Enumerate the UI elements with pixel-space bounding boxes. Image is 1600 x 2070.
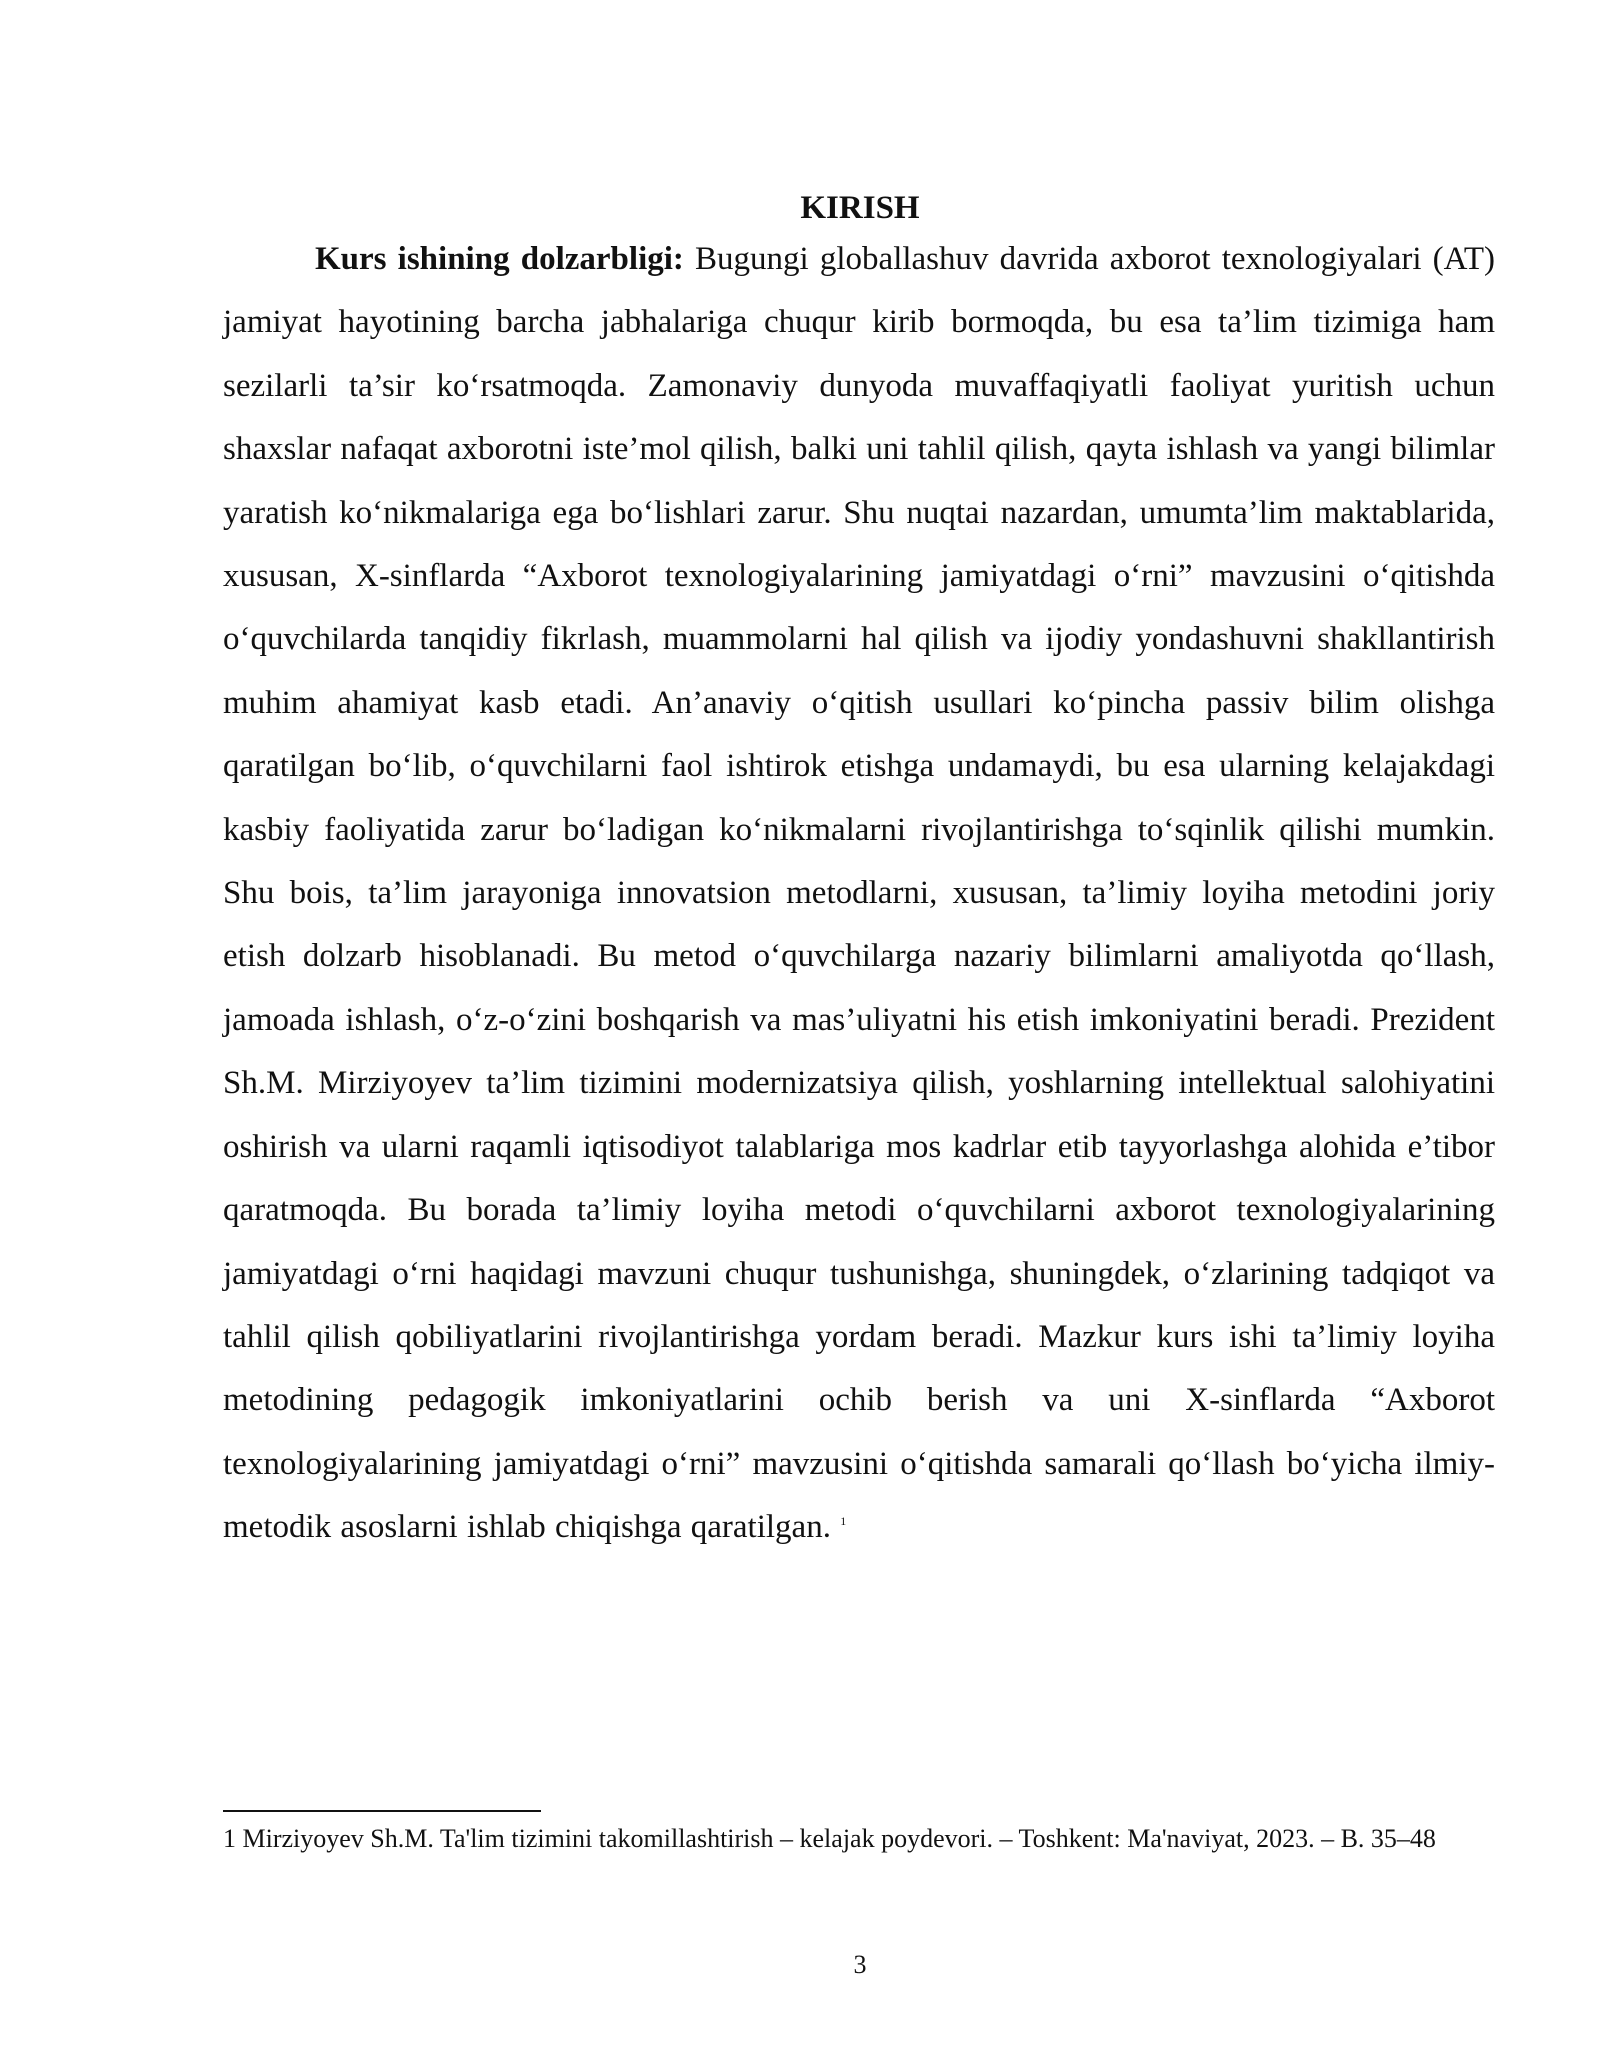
page-heading: KIRISH [800,190,920,226]
paragraph-text: Bugungi globallashuv davrida axborot texnologiyalari (AT) jamiyat hayotining barcha jabhalariga chuqur kirib bormoqda, bu esa ta’lim tizimiga ham sezilarli ta’sir ko‘rsatmoqda. Zamonaviy dunyoda muvaffaqiyatli faoliyat yuritish uchun shaxslar nafaqat axborotni iste’mol qilish, balki uni tahlil qilish, qayta ishlash va yangi bilimlar yaratish ko‘nikmalariga ega bo‘lishlari zarur. Shu nuqtai nazardan, umumta’lim maktablarida, xususan, X-sinflarda “Axborot texnologiyalarining jamiyatdagi o‘rni” mavzusini o‘qitishda o‘quvchilarda tanqidiy fikrlash, muammolarni hal qilish va ijodiy yondashuvni shakllantirish muhim ahamiyat kasb etadi. An’anaviy o‘qitish usullari ko‘pincha passiv bilim olishga qaratilgan bo‘lib, o‘quvchilarni faol ishtirok etishga undamaydi, bu esa ularning kelajakdagi kasbiy faoliyatida zarur bo‘ladigan ko‘nikmalarni rivojlantirishga to‘sqinlik qilishi mumkin. Shu bois, ta’lim jarayoniga innovatsion metodlarni, xususan, ta’limiy loyiha metodini joriy etish dolzarb hisoblanadi. Bu metod o‘quvchilarga nazariy bilimlarni amaliyotda qo‘llash, jamoada ishlash, o‘z-o‘zini boshqarish va mas’uliyatni his etish imkoniyatini beradi. Prezident Sh.M. Mirziyoyev ta’lim tizimini modernizatsiya qilish, yoshlarning intellektual salohiyatini oshirish va ularni raqamli iqtisodiyot talablariga mos kadrlar etib tayyorlashga alohida e’tibor qaratmoqda. Bu borada ta’limiy loyiha metodi o‘quvchilarni axborot texnologiyalarining jamiyatdagi o‘rni haqidagi mavzuni chuqur tushunishga, shuningdek, o‘zlarining tadqiqot va tahlil qilish qobiliyatlarini rivojlantirishga yordam beradi. Mazkur kurs ishi ta’limiy loyiha metodining pedagogik imkoniyatlarini ochib berish va uni X-sinflarda “Axborot texnologiyalarining jamiyatdagi o‘rni” mavzusini o‘qitishda samarali qo‘llash bo‘yicha ilmiy-metodik asoslarni ishlab chiqishga qaratilgan. [223,241,1495,1546]
footnote-reference[interactable]: 1 [840,1514,847,1529]
footnote: 1 Mirziyoyev Sh.M. Ta'lim tizimini takomillashtirish – kelajak poydevori. – Toshkent: Ma'naviyat, 2023. – B. 35–48 [223,1824,1436,1853]
body-paragraph [223,228,1495,1560]
page-number: 3 [853,1950,867,1979]
paragraph-lead: Kurs ishining dolzarbligi: [315,241,684,277]
footnote-separator [223,1810,541,1812]
